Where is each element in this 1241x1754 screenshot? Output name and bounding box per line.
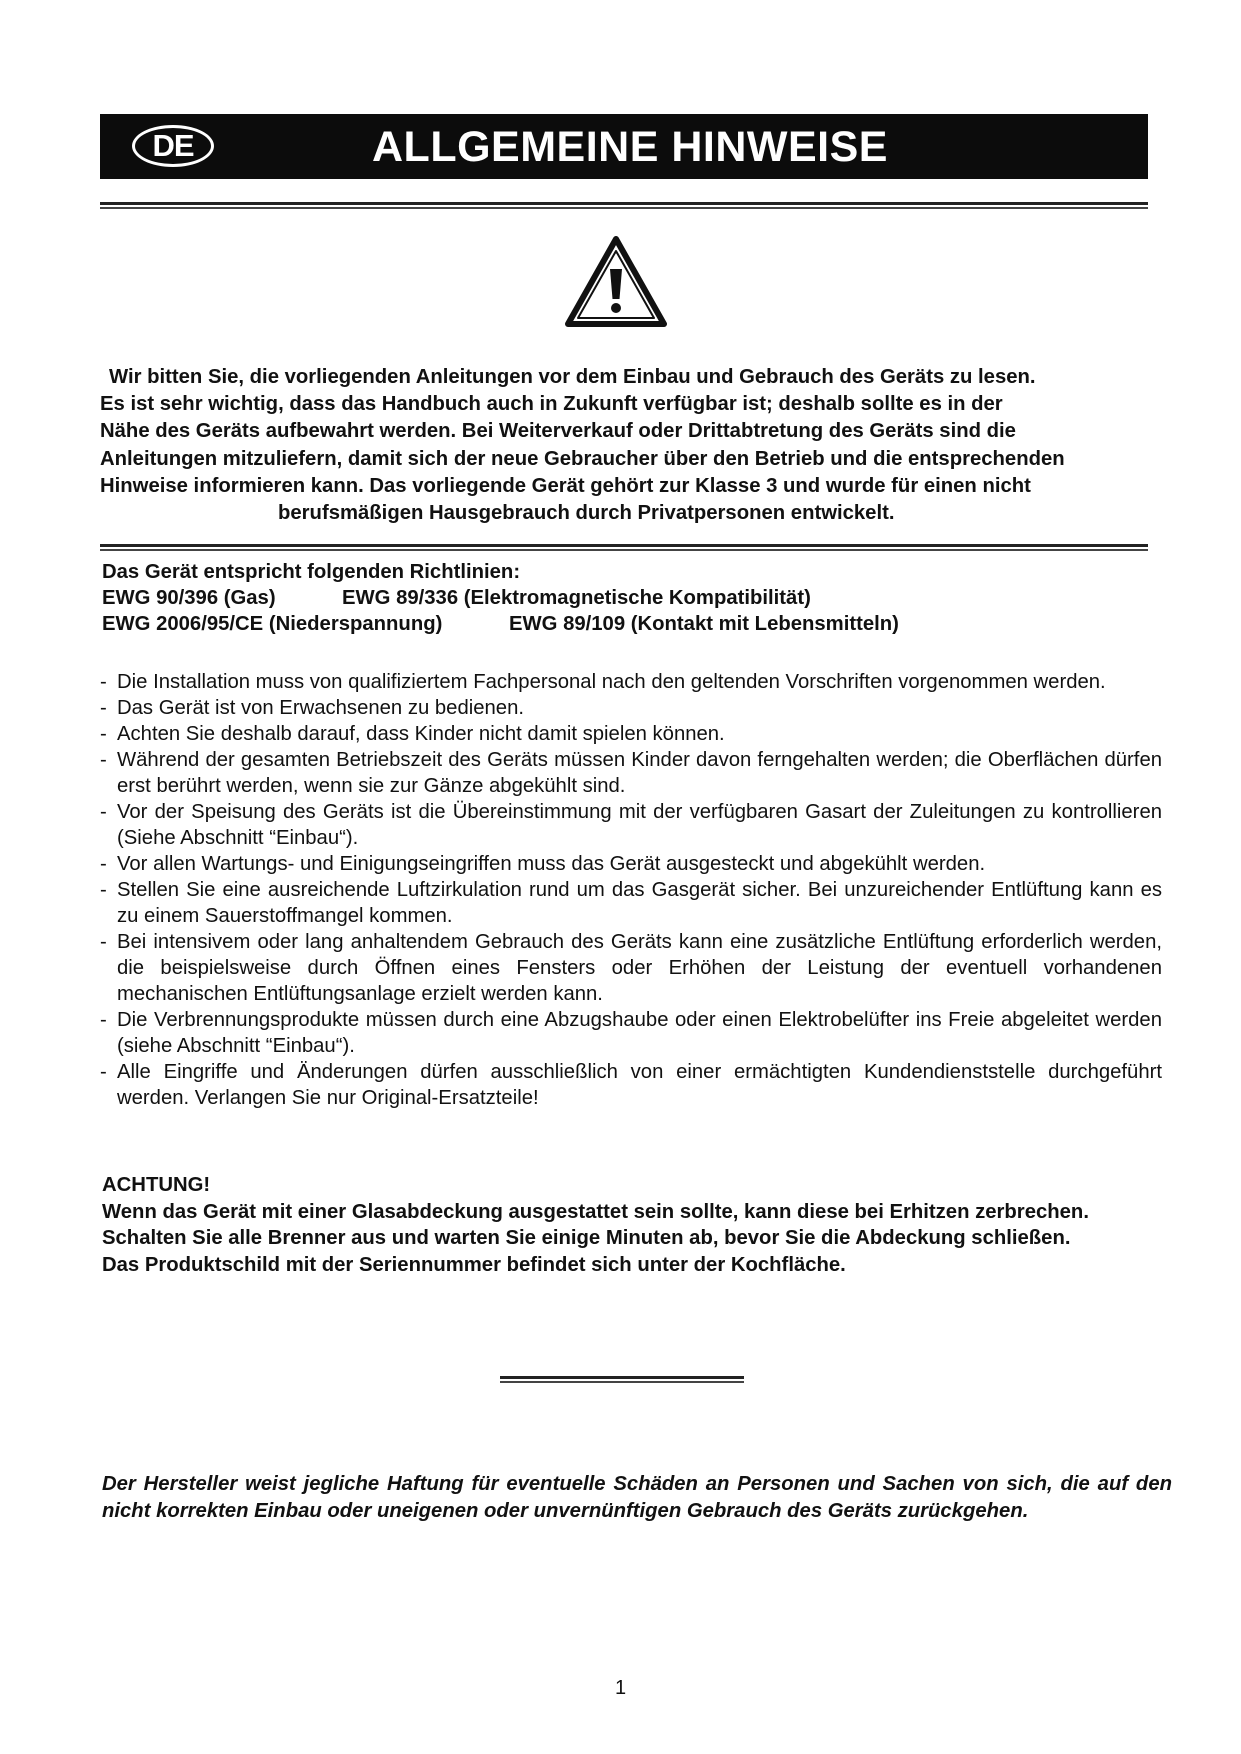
disclaimer: Der Hersteller weist jegliche Haftung für eventuelle Schäden an Personen und Sachen von sich, die auf den nicht korrekten Einbau oder uneigenen oder unvernünftigen Gebrauch des Geräts zurückgehen. (102, 1473, 1172, 1522)
directive-item: EWG 89/109 (Kontakt mit Lebensmitteln) (509, 613, 899, 635)
divider-short (500, 1376, 744, 1383)
directives-block (102, 559, 899, 637)
directive-item: EWG 90/396 (Gas) (102, 587, 276, 609)
page-title: ALLGEMEINE HINWEISE (372, 123, 888, 171)
attention-block (102, 1172, 1136, 1278)
warning-icon (565, 236, 667, 328)
directives-heading: Das Gerät entspricht folgenden Richtlinien: (102, 561, 521, 583)
intro-line: Anleitungen mitzuliefern, damit sich der neue Gebraucher über den Betrieb und die entsprechenden (100, 447, 1065, 470)
intro-line: Es ist sehr wichtig, dass das Handbuch auch in Zukunft verfügbar ist; deshalb sollte es in der (100, 393, 1003, 416)
list-item: - Achten Sie deshalb darauf, dass Kinder nicht damit spielen können. (100, 721, 1162, 747)
directive-item: EWG 2006/95/CE (Niederspannung) (102, 613, 443, 635)
list-item: - Die Verbrennungsprodukte müssen durch eine Abzugshaube oder einen Elektrobelüfter ins Freie abgeleitet werden (siehe Abschnitt “Einbau“). (100, 1007, 1162, 1059)
list-item: - Das Gerät ist von Erwachsenen zu bedienen. (100, 695, 1162, 721)
intro-line: Hinweise informieren kann. Das vorliegende Gerät gehört zur Klasse 3 und wurde für einen nicht (100, 474, 1031, 497)
attention-paragraph: Wenn das Gerät mit einer Glasabdeckung ausgestattet sein sollte, kann diese bei Erhitzen zerbrechen. (102, 1200, 1089, 1223)
page-number: 1 (614, 1677, 627, 1699)
intro-line: berufsmäßigen Hausgebrauch durch Privatpersonen entwickelt. (278, 502, 895, 525)
list-item: - Vor allen Wartungs- und Einigungseingriffen muss das Gerät ausgesteckt und abgekühlt werden. (100, 851, 1162, 877)
attention-paragraph: Das Produktschild mit der Seriennummer befindet sich unter der Kochfläche. (102, 1253, 846, 1276)
list-item: - Bei intensivem oder lang anhaltendem Gebrauch des Geräts kann eine zusätzliche Entlüftung erforderlich werden, die beispielsweise durch Öffnen eines Fensters oder Erhöhen der Leistung der eventuell vorhandenen mechanischen Entlüftungsanlage erzielt werden kann. (100, 929, 1162, 1007)
divider-middle (100, 544, 1148, 551)
list-item: - Stellen Sie eine ausreichende Luftzirkulation rund um das Gasgerät sicher. Bei unzureichender Entlüftung kann es zu einem Sauerstoffmangel kommen. (100, 877, 1162, 929)
list-item: - Vor der Speisung des Geräts ist die Übereinstimmung mit der verfügbaren Gasart der Zuleitungen zu kontrollieren (Siehe Abschnitt “Einbau“). (100, 799, 1162, 851)
list-item: - Alle Eingriffe und Änderungen dürfen ausschließlich von einer ermächtigten Kundendienststelle durchgeführt werden. Verlangen Sie nur Original-Ersatzteile! (100, 1059, 1162, 1111)
language-badge: DE (132, 125, 214, 167)
list-item: - Die Installation muss von qualifiziertem Fachpersonal nach den geltenden Vorschriften vorgenommen werden. (100, 669, 1162, 695)
directive-item: EWG 89/336 (Elektromagnetische Kompatibilität) (342, 587, 811, 609)
attention-heading: ACHTUNG! (102, 1174, 211, 1196)
divider-top (100, 202, 1148, 209)
intro-paragraph (100, 364, 1175, 527)
section-header (100, 114, 1148, 179)
list-item: - Während der gesamten Betriebszeit des Geräts müssen Kinder davon ferngehalten werden; die Oberflächen dürfen erst berührt werden, wenn sie zur Gänze abgekühlt sind. (100, 747, 1162, 799)
hints-list (100, 669, 1162, 1111)
intro-line: Wir bitten Sie, die vorliegenden Anleitungen vor dem Einbau und Gebrauch des Geräts zu lesen. (109, 366, 1036, 388)
intro-line: Nähe des Geräts aufbewahrt werden. Bei Weiterverkauf oder Drittabtretung des Geräts sind die (100, 420, 1016, 443)
attention-paragraph: Schalten Sie alle Brenner aus und warten Sie einige Minuten ab, bevor Sie die Abdeckung schließen. (102, 1227, 1071, 1249)
